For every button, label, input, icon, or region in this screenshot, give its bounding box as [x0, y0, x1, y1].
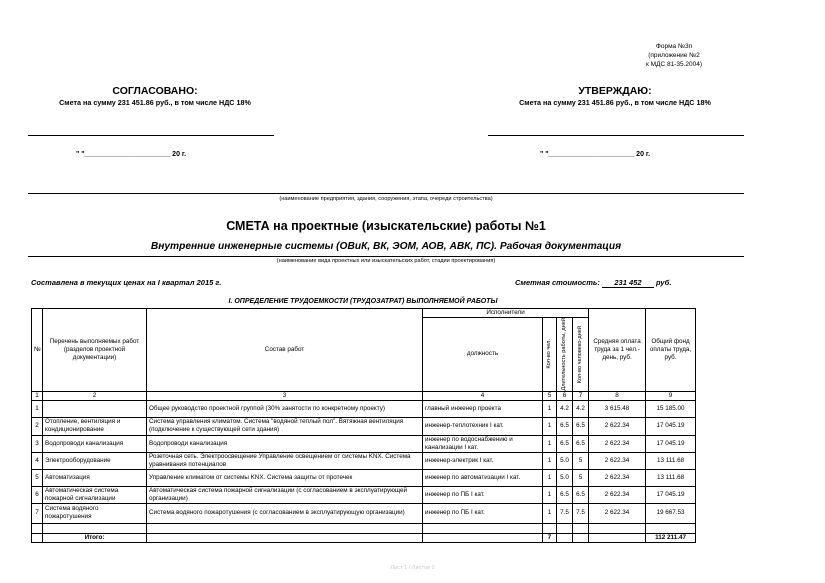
row-avg-pay: 2 622.34 [589, 435, 646, 452]
estimated-cost-unit: руб. [656, 278, 672, 287]
row-position: инженер по водоснабжению и канализации I кат. [423, 435, 543, 452]
row-num: 3 [32, 435, 43, 452]
approve-sum: Смета на сумму 231 451.86 руб., в том числе НДС 18% [519, 98, 711, 107]
table-row [32, 486, 696, 503]
row-fund: 17 045.19 [646, 417, 696, 435]
col-number: 6 [557, 391, 573, 400]
row-num: 6 [32, 486, 43, 503]
row-avg-pay: 2 622.34 [589, 452, 646, 469]
row-avg-pay: 2 622.34 [589, 486, 646, 503]
form-standard: к МДС 81-35.2004) [645, 61, 703, 68]
col-number: 5 [543, 391, 557, 400]
row-work: Автоматическая система пожарной сигнализации [43, 486, 147, 503]
table-header-row [32, 309, 696, 318]
row-num: 1 [32, 400, 43, 417]
document-subtitle: Внутренние инженерные системы (ОВиК, ВК, ЭОМ, АОВ, АВК, ПС). Рабочая документация [150, 241, 622, 252]
header-total-fund: Общий фонд оплаты труда, руб. [646, 309, 696, 392]
row-man-days: 6.5 [573, 417, 589, 435]
row-duration: 7.5 [557, 503, 573, 523]
row-composition: Водопроводи канализация [147, 435, 423, 452]
total-count: 7 [543, 533, 557, 542]
agreed-title: СОГЛАСОВАНО: [112, 85, 198, 97]
approve-title: УТВЕРЖДАЮ: [578, 85, 652, 97]
row-num: 5 [32, 469, 43, 486]
section-title: I. ОПРЕДЕЛЕНИЕ ТРУДОЕМКОСТИ (ТРУДОЗАТРАТ) ВЫПОЛНЯЕМОЙ РАБОТЫ [228, 298, 498, 305]
header-duration: Длительность работы, дней [561, 318, 568, 391]
row-work: Автоматизация [43, 469, 147, 486]
approve-date: " "______________________ 20 г. [540, 151, 651, 158]
row-position: главный инженер проекта [423, 400, 543, 417]
estimated-cost-value: 231 452 [602, 278, 654, 288]
header-count-cell [543, 318, 557, 392]
col-number: 3 [147, 391, 423, 400]
row-position: инженер по ПБ I кат. [423, 486, 543, 503]
row-fund: 17 045.19 [646, 435, 696, 452]
row-count: 1 [543, 452, 557, 469]
col-number: 8 [589, 391, 646, 400]
header-num: № [32, 309, 43, 392]
row-work [43, 400, 147, 417]
row-duration: 5.0 [557, 469, 573, 486]
row-composition: Система управления климатом. Система "водяной теплый пол". Вятяжная вентиляция (подключение к существующей сети здания) [147, 417, 423, 435]
row-count: 1 [543, 417, 557, 435]
row-man-days: 5 [573, 452, 589, 469]
table-row [32, 503, 696, 523]
header-duration-cell [557, 318, 573, 392]
row-count: 1 [543, 435, 557, 452]
row-duration: 6.5 [557, 417, 573, 435]
header-avg-pay: Средняя оплата труда за 1 чел.-день, руб. [589, 309, 646, 392]
row-position: инженер-теплотехник I кат. [423, 417, 543, 435]
row-work: Отопление, вентиляция и кондиционирование [43, 417, 147, 435]
row-count: 1 [543, 400, 557, 417]
row-position: инженер по автоматизации I кат. [423, 469, 543, 486]
row-work: Водопроводи канализация [43, 435, 147, 452]
labor-table [31, 308, 696, 543]
row-fund: 13 111.68 [646, 469, 696, 486]
table-row [32, 417, 696, 435]
agreed-date: " "______________________ 20 г. [76, 151, 187, 158]
table-body [32, 400, 696, 523]
form-number: Форма №3п [655, 43, 693, 50]
table-row [32, 400, 696, 417]
row-composition: Управление климатом от системы KNX. Система защиты от протечек [147, 469, 423, 486]
form-appendix: (приложение №2 [648, 52, 700, 59]
organization-line [28, 193, 744, 194]
row-avg-pay: 3 615.48 [589, 400, 646, 417]
agreed-signature-line [28, 135, 274, 136]
header-count: Кол-во чел. [546, 339, 553, 370]
prices-note: Составлена в текущих ценах на I квартал 2015 г. [31, 278, 222, 287]
estimated-cost [515, 278, 671, 288]
col-number: 4 [423, 391, 543, 400]
row-work: Электрооборудование [43, 452, 147, 469]
row-man-days: 5 [573, 469, 589, 486]
row-work: Система водяного пожаротушения [43, 503, 147, 523]
col-number: 2 [43, 391, 147, 400]
header-man-days-cell [573, 318, 589, 392]
col-number: 9 [646, 391, 696, 400]
row-count: 1 [543, 503, 557, 523]
approve-signature-line [488, 135, 744, 136]
row-duration: 4.2 [557, 400, 573, 417]
page-footer: Лист 1 / Листов 2 [390, 565, 435, 571]
row-num: 2 [32, 417, 43, 435]
header-composition: Состав работ [147, 309, 423, 392]
col-number: 1 [32, 391, 43, 400]
row-count: 1 [543, 469, 557, 486]
table-row [32, 469, 696, 486]
row-fund: 17 045.19 [646, 486, 696, 503]
row-man-days: 6.5 [573, 435, 589, 452]
row-num: 4 [32, 452, 43, 469]
row-duration: 6.5 [557, 486, 573, 503]
total-label: Итого: [43, 533, 147, 542]
estimated-cost-label: Сметная стоимость: [515, 278, 600, 287]
row-man-days: 6.5 [573, 486, 589, 503]
agreed-sum: Смета на сумму 231 451.86 руб., в том числе НДС 18% [59, 98, 251, 107]
row-fund: 15 185.00 [646, 400, 696, 417]
row-fund: 19 667.53 [646, 503, 696, 523]
row-composition: Автоматическая система пожарной сигнализации (с согласованием в эксплуатирующей организации) [147, 486, 423, 503]
total-row [32, 533, 696, 542]
total-fund: 112 211.47 [646, 533, 696, 542]
row-duration: 6.5 [557, 435, 573, 452]
row-duration: 5.0 [557, 452, 573, 469]
header-performers: Исполнители [423, 309, 589, 318]
row-count: 1 [543, 486, 557, 503]
organization-caption: (наименование предприятия, здания, сооружения, этапа, очереди строительства) [279, 196, 493, 202]
document-title: СМЕТА на проектные (изыскательские) работы №1 [226, 219, 546, 233]
col-number: 7 [573, 391, 589, 400]
row-avg-pay: 2 622.34 [589, 469, 646, 486]
row-position: инженер по ПБ I кат. [423, 503, 543, 523]
row-avg-pay: 2 622.34 [589, 503, 646, 523]
spacer-row [32, 523, 696, 533]
header-works-list: Перечень выполняемых работ (разделов проектной документации) [43, 309, 147, 392]
column-number-row [32, 391, 696, 400]
row-man-days: 4.2 [573, 400, 589, 417]
row-position: инженер-электрик I кат. [423, 452, 543, 469]
row-composition: Общее руководство проектной группой (30% занятости по конкретному проекту) [147, 400, 423, 417]
table-row [32, 435, 696, 452]
form-reference [634, 42, 714, 69]
row-fund: 13 111.68 [646, 452, 696, 469]
row-composition: Система водяного пожаротушения (с согласованием в эксплуатирующую организации) [147, 503, 423, 523]
header-man-days: Кол-во человеко-дней [577, 325, 584, 383]
subtitle-underline [28, 256, 744, 257]
row-avg-pay: 2 622.34 [589, 417, 646, 435]
subtitle-caption: (наименование вида проектных или изыскательских работ, стадии проектирования) [276, 258, 496, 264]
table-row [32, 452, 696, 469]
row-composition: Розеточная сеть. Электроосвещение Управление освещением от системы KNX. Система уравнивания потенциалов [147, 452, 423, 469]
row-man-days: 7.5 [573, 503, 589, 523]
header-position: должность [423, 318, 543, 392]
row-num: 7 [32, 503, 43, 523]
